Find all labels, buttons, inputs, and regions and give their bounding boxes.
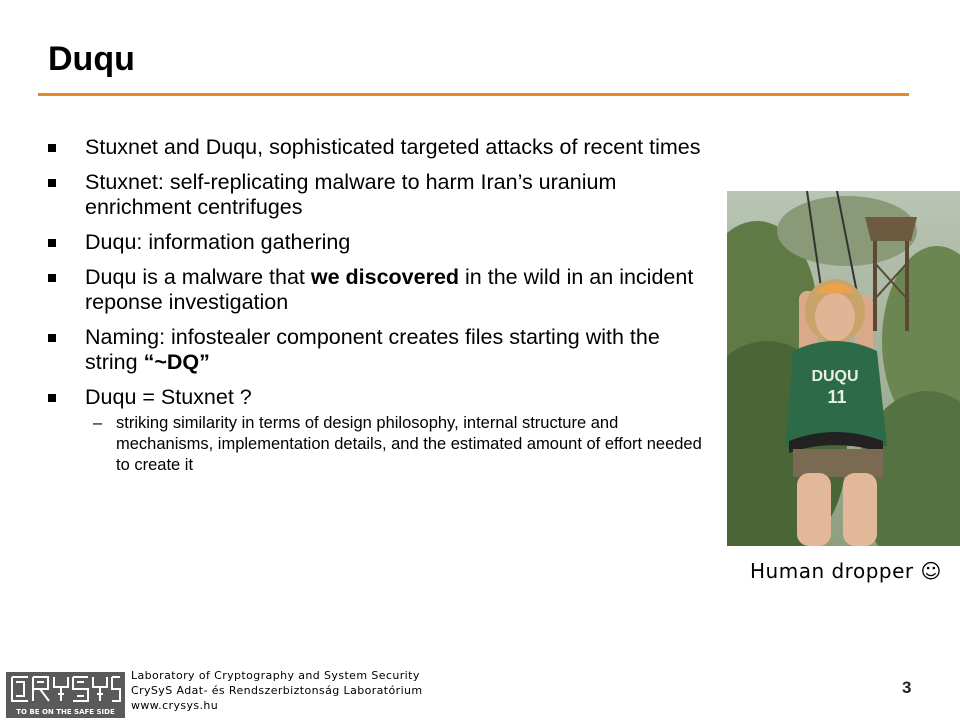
slide-title: Duqu [48,40,135,78]
title-underline [38,93,909,96]
bullet-text: Stuxnet and Duqu, sophisticated targeted attacks of recent times [85,135,701,159]
square-bullet-icon [48,144,56,152]
bullet-item [48,170,713,220]
crysys-logo-mark [6,672,125,718]
bullet-item [48,265,713,315]
bullet-item [48,385,713,410]
bullet-text: Stuxnet: self-replicating malware to harm Iran’s uranium enrichment centrifuges [85,170,617,219]
bullet-text: Duqu is a malware that we discovered in the wild in an incident reponse investigation [85,265,694,314]
logo-tagline: TO BE ON THE SAFE SIDE [16,708,115,716]
footer-lab-name-en: Laboratory of Cryptography and System Security [131,669,420,682]
footer-lab-name-hu: CrySyS Adat- és Rendszerbiztonság Laboratórium [131,684,423,697]
bullet-item [48,135,713,160]
shirt-number: 11 [827,387,847,407]
square-bullet-icon [48,394,56,402]
emphasis-text: we discovered [310,265,460,289]
page-number: 3 [902,678,912,697]
emphasis-text: “~DQ” [143,350,210,374]
square-bullet-icon [48,239,56,247]
footer-lab-info [131,668,423,713]
bullet-text: Naming: infostealer component creates files starting with the string “~DQ” [85,325,660,374]
bullet-item [48,230,713,255]
bullet-item [48,325,713,375]
zipline-photo-illustration [727,191,960,546]
zipline-photo [727,191,960,546]
bullet-text: Duqu = Stuxnet ? [85,385,252,409]
bullet-text: Duqu: information gathering [85,230,351,254]
sub-bullet-text: striking similarity in terms of design philosophy, internal structure and mechanisms, implementation details, and the estimated amount of effort needed to create it [116,414,702,474]
square-bullet-icon [48,179,56,187]
sub-bullet-item [48,413,713,476]
dash-bullet: – [93,414,103,432]
shirt-text: DUQU [811,368,859,385]
bullet-list [48,135,713,476]
crysys-logo [6,672,125,718]
square-bullet-icon [48,334,56,342]
square-bullet-icon [48,274,56,282]
photo-caption: Human dropper ☺ [750,559,942,583]
footer-website: www.crysys.hu [131,699,219,712]
